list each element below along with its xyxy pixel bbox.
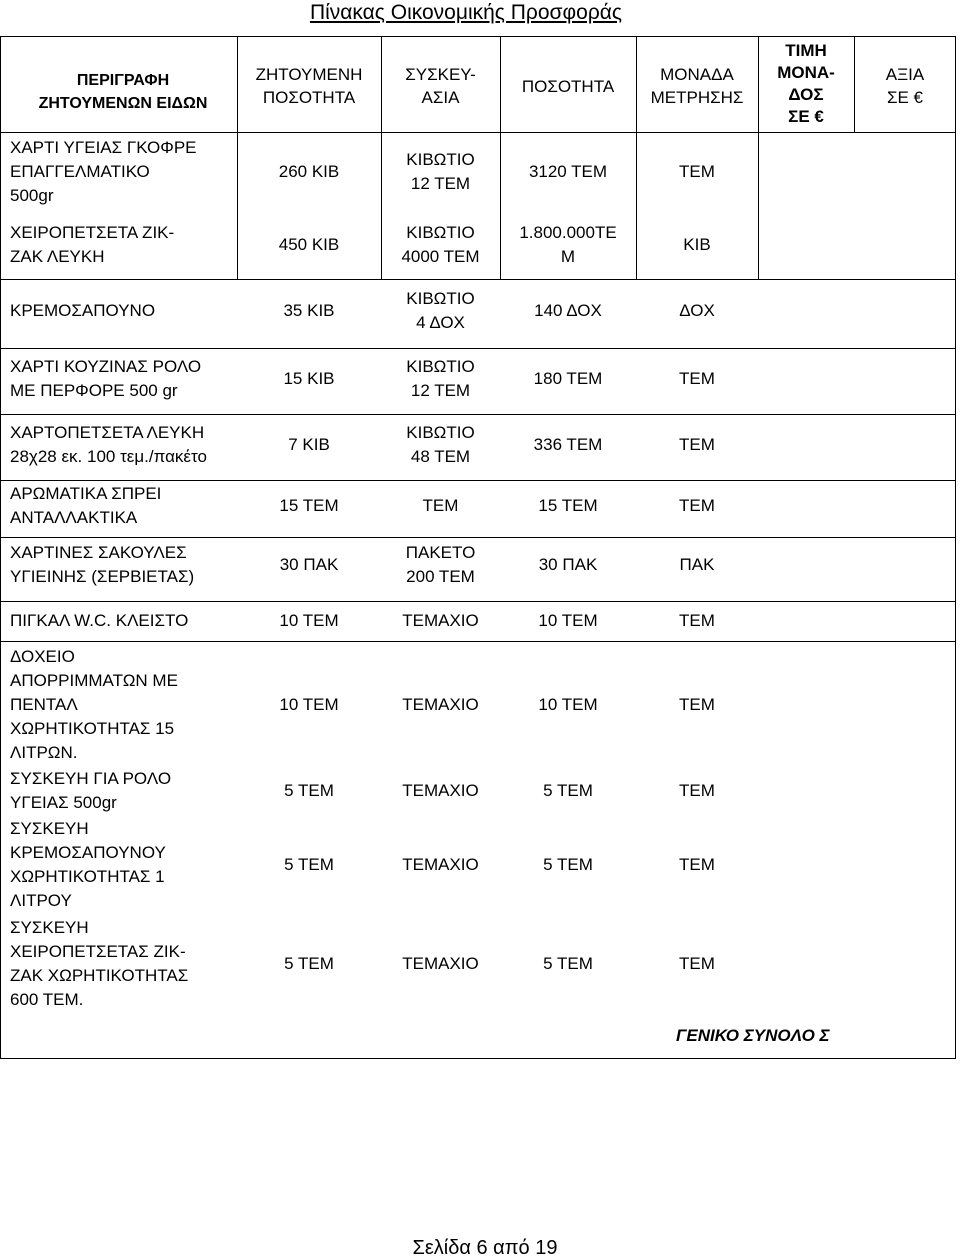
row-divider: [1, 641, 955, 642]
row-description: ΣΥΣΚΕΥΗ ΚΡΕΜΟΣΑΠΟΥΝΟΥ ΧΩΡΗΤΙΚΟΤΗΤΑΣ 1 ΛΙΤΡΟΥ: [10, 819, 166, 910]
row-description: ΣΥΣΚΕΥΗ ΧΕΙΡΟΠΕΤΣΕΤΑΣ ΖΙΚ- ΖΑΚ ΧΩΡΗΤΙΚΟΤΗΤΑΣ 600 ΤΕΜ.: [10, 918, 189, 1009]
row-requested-quantity: 5 ΤΕΜ: [284, 781, 334, 800]
row-packaging: ΤΕΜΑΧΙΟ: [402, 781, 479, 800]
row-packaging: ΚΙΒΩΤΙΟ 12 ΤΕΜ: [406, 357, 475, 400]
row-quantity: 30 ΠΑΚ: [538, 555, 598, 574]
row-packaging: ΚΙΒΩΤΙΟ 4 ΔΟΧ: [406, 289, 475, 332]
row-unit: ΚΙΒ: [683, 235, 711, 254]
row-quantity: 140 ΔΟΧ: [534, 301, 602, 320]
row-requested-quantity: 35 ΚΙΒ: [283, 301, 335, 320]
row-packaging: ΚΙΒΩΤΙΟ 12 ΤΕΜ: [406, 150, 475, 193]
row-requested-quantity: 10 ΤΕΜ: [279, 695, 339, 714]
row-unit: ΤΕΜ: [679, 695, 715, 714]
row-requested-quantity: 10 ΤΕΜ: [279, 611, 339, 630]
row-packaging: ΤΕΜ: [422, 496, 459, 515]
row-unit: ΤΕΜ: [679, 369, 715, 388]
row-description: ΧΑΡΤΙ ΥΓΕΙΑΣ ΓΚΟΦΡΕ ΕΠΑΓΓΕΛΜΑΤΙΚΟ 500gr: [10, 138, 197, 205]
row-unit: ΤΕΜ: [679, 954, 715, 973]
header-unit-price: ΤΙΜΗ ΜΟΝΑ- ΔΟΣ ΣΕ €: [777, 41, 835, 126]
row-quantity: 1.800.000ΤΕ Μ: [519, 223, 617, 266]
row-packaging: ΠΑΚΕΤΟ 200 ΤΕΜ: [405, 543, 476, 586]
row-requested-quantity: 15 ΤΕΜ: [279, 496, 339, 515]
row-description: ΔΟΧΕΙΟ ΑΠΟΡΡΙΜΜΑΤΩΝ ΜΕ ΠΕΝΤΑΛ ΧΩΡΗΤΙΚΟΤΗΤΑΣ 15 ΛΙΤΡΩΝ.: [10, 647, 178, 762]
row-unit: ΠΑΚ: [679, 555, 715, 574]
row-divider: [1, 601, 955, 602]
row-unit: ΤΕΜ: [679, 162, 715, 181]
row-requested-quantity: 450 ΚΙΒ: [278, 235, 340, 254]
row-unit: ΤΕΜ: [679, 435, 715, 454]
row-description: ΧΑΡΤΙ ΚΟΥΖΙΝΑΣ ΡΟΛΟ ΜΕ ΠΕΡΦΟΡΕ 500 gr: [10, 357, 202, 400]
row-quantity: 10 ΤΕΜ: [538, 611, 598, 630]
row-packaging: ΤΕΜΑΧΙΟ: [402, 611, 479, 630]
row-quantity: 336 ΤΕΜ: [533, 435, 603, 454]
row-description: ΧΕΙΡΟΠΕΤΣΕΤΑ ΖΙΚ- ΖΑΚ ΛΕΥΚΗ: [10, 223, 175, 266]
row-requested-quantity: 5 ΤΕΜ: [284, 855, 334, 874]
row-quantity: 5 ΤΕΜ: [543, 781, 593, 800]
header-unit: ΜΟΝΑΔΑ ΜΕΤΡΗΣΗΣ: [650, 65, 744, 107]
row-divider: [1, 279, 955, 280]
row-packaging: ΚΙΒΩΤΙΟ 4000 ΤΕΜ: [401, 223, 480, 266]
header-packaging: ΣΥΣΚΕΥ- ΑΣΙΑ: [405, 65, 476, 107]
row-requested-quantity: 15 ΚΙΒ: [283, 369, 335, 388]
grand-total-label: ΓΕΝΙΚΟ ΣΥΝΟΛΟ Σ: [676, 1026, 830, 1045]
row-description: ΠΙΓΚΑΛ W.C. ΚΛΕΙΣΤΟ: [10, 611, 189, 630]
row-description: ΧΑΡΤΙΝΕΣ ΣΑΚΟΥΛΕΣ ΥΓΙΕΙΝΗΣ (ΣΕΡΒΙΕΤΑΣ): [10, 543, 195, 586]
row-packaging: ΚΙΒΩΤΙΟ 48 ΤΕΜ: [406, 423, 475, 466]
row-packaging: ΤΕΜΑΧΙΟ: [402, 954, 479, 973]
row-divider: [1, 348, 955, 349]
row-requested-quantity: 5 ΤΕΜ: [284, 954, 334, 973]
row-quantity: 5 ΤΕΜ: [543, 954, 593, 973]
row-unit: ΤΕΜ: [679, 496, 715, 515]
header-requested-quantity: ΖΗΤΟΥΜΕΝΗ ΠΟΣΟΤΗΤΑ: [255, 65, 363, 107]
row-requested-quantity: 260 ΚΙΒ: [278, 162, 340, 181]
header-value: ΑΞΙΑ ΣΕ €: [885, 65, 925, 107]
row-unit: ΤΕΜ: [679, 855, 715, 874]
header-quantity: ΠΟΣΟΤΗΤΑ: [521, 76, 615, 96]
row-unit: ΔΟΧ: [679, 301, 715, 320]
row-requested-quantity: 30 ΠΑΚ: [279, 555, 339, 574]
row-unit: ΤΕΜ: [679, 611, 715, 630]
row-quantity: 5 ΤΕΜ: [543, 855, 593, 874]
row-packaging: ΤΕΜΑΧΙΟ: [402, 695, 479, 714]
header-description: ΠΕΡΙΓΡΑΦΗ ΖΗΤΟΥΜΕΝΩΝ ΕΙΔΩΝ: [38, 72, 208, 112]
row-description: ΑΡΩΜΑΤΙΚΑ ΣΠΡΕΙ ΑΝΤΑΛΛΑΚΤΙΚΑ: [10, 484, 162, 527]
row-quantity: 15 ΤΕΜ: [538, 496, 598, 515]
row-description: ΣΥΣΚΕΥΗ ΓΙΑ ΡΟΛΟ ΥΓΕΙΑΣ 500gr: [10, 769, 172, 812]
page-title: Πίνακας Οικονομικής Προσφοράς: [309, 1, 623, 24]
row-quantity: 10 ΤΕΜ: [538, 695, 598, 714]
row-packaging: ΤΕΜΑΧΙΟ: [402, 855, 479, 874]
row-quantity: 180 ΤΕΜ: [533, 369, 603, 388]
row-quantity: 3120 ΤΕΜ: [528, 162, 608, 181]
row-unit: ΤΕΜ: [679, 781, 715, 800]
row-description: ΚΡΕΜΟΣΑΠΟΥΝΟ: [10, 301, 156, 320]
page-number: Σελίδα 6 από 19: [412, 1237, 558, 1259]
row-description: ΧΑΡΤΟΠΕΤΣΕΤΑ ΛΕΥΚΗ 28χ28 εκ. 100 τεμ./πακέτο: [10, 423, 207, 466]
row-requested-quantity: 7 ΚΙΒ: [288, 435, 330, 454]
row-divider: [1, 414, 955, 415]
